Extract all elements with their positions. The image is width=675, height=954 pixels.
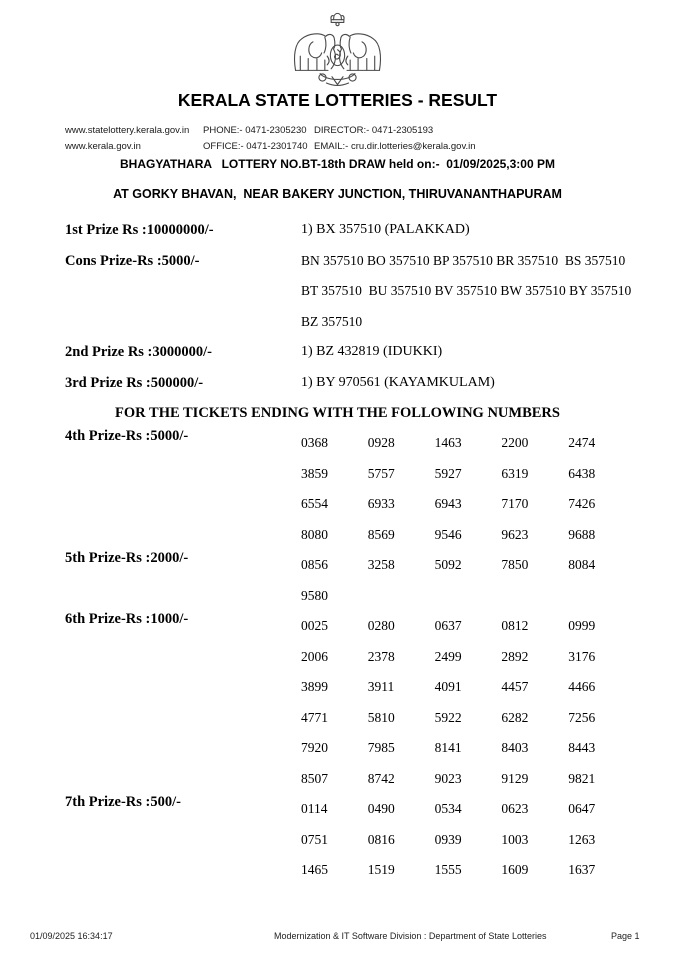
cons-winners-line: BN 357510 BO 357510 BP 357510 BR 357510 BS 357510 (301, 252, 626, 268)
ending-number: 0751 (301, 831, 328, 847)
ending-number: 1263 (568, 831, 596, 847)
cons-prize-row (0, 246, 675, 338)
page-title: KERALA STATE LOTTERIES - RESULT (177, 90, 498, 110)
ending-number: 6319 (501, 465, 529, 481)
ending-number: 3176 (568, 648, 596, 664)
ending-number: 5757 (367, 465, 395, 481)
prize-label: 5th Prize-Rs :2000/- (65, 550, 189, 566)
ending-number: 9580 (301, 587, 328, 603)
ending-number: 7985 (367, 740, 395, 755)
ending-number: 6933 (367, 496, 395, 511)
print-timestamp: 01/09/2025 16:34:17 (30, 931, 113, 941)
draw-title: BHAGYATHARA LOTTERY NO.BT-18th DRAW held on:- 01/09/2025,3:00 PM (120, 157, 555, 171)
ending-number: 9821 (568, 770, 596, 786)
ending-number: 4091 (434, 679, 462, 694)
ending-number: 5922 (434, 709, 462, 725)
ending-number: 2378 (367, 648, 395, 664)
page-number: Page 1 (611, 931, 640, 941)
ending-number: 0368 (301, 435, 328, 450)
email-address: EMAIL:- cru.dir.lotteries@kerala.gov.in (314, 140, 476, 152)
winning-numbers-grid (301, 794, 635, 886)
ending-number: 9129 (501, 770, 529, 786)
prize-label: 6th Prize-Rs :1000/- (65, 611, 189, 627)
ending-number: 1609 (501, 862, 529, 877)
ending-number: 7920 (301, 740, 328, 755)
ending-number: 7850 (501, 557, 529, 572)
second-prize-row (0, 337, 675, 368)
ending-number: 0280 (367, 618, 395, 633)
venue-line: AT GORKY BHAVAN, NEAR BAKERY JUNCTION, THIRUVANANTHAPURAM (113, 187, 562, 201)
prize-label: 3rd Prize Rs :500000/- (65, 374, 204, 391)
ending-number: 9023 (434, 770, 462, 786)
winning-numbers-grid (301, 428, 635, 550)
fourth-prize-row (0, 428, 675, 550)
prize-label: 4th Prize-Rs :5000/- (65, 428, 189, 444)
ending-number: 9623 (501, 526, 529, 542)
ending-number: 1555 (434, 862, 462, 877)
ending-number: 2892 (501, 648, 529, 664)
ending-number: 8443 (568, 740, 596, 755)
ending-number: 3911 (367, 679, 395, 694)
ending-number: 6438 (568, 465, 596, 481)
cons-winners-line: BT 357510 BU 357510 BV 357510 BW 357510 BY 357510 (301, 283, 632, 298)
footer-division-text: Modernization & IT Software Division : Department of State Lotteries (274, 931, 547, 941)
ending-number: 0623 (501, 801, 529, 816)
ending-number: 8403 (501, 740, 529, 755)
ending-number: 8084 (568, 557, 596, 572)
cons-prize-winners (301, 246, 631, 338)
ending-number: 6282 (501, 709, 529, 725)
ending-number: 2006 (301, 648, 328, 664)
director-number: DIRECTOR:- 0471-2305193 (314, 125, 434, 136)
prize-winner: 1) BY 970561 (KAYAMKULAM) (301, 374, 495, 390)
ending-number: 0490 (367, 801, 395, 816)
website-kerala: www.kerala.gov.in (65, 140, 141, 152)
ending-number: 1465 (301, 862, 328, 877)
ending-number: 0637 (434, 618, 462, 633)
ending-number: 0812 (501, 618, 529, 633)
website-statelottery: www.statelottery.kerala.gov.in (65, 125, 190, 136)
sixth-prize-row (0, 611, 675, 794)
ending-number: 2499 (434, 648, 462, 664)
ending-number: 6554 (301, 496, 328, 511)
ending-number: 0999 (568, 618, 596, 633)
ending-number: 0647 (568, 801, 596, 816)
ending-number: 1463 (434, 435, 462, 450)
ending-number: 5927 (434, 465, 462, 481)
ending-number: 9546 (434, 526, 462, 542)
winning-numbers-grid (301, 611, 635, 794)
seventh-prize-row (0, 794, 675, 886)
ending-number: 0856 (301, 557, 328, 572)
contact-info (0, 123, 675, 154)
cons-winners-line: BZ 357510 (301, 313, 363, 329)
ending-number: 1637 (568, 862, 596, 877)
ending-number: 8080 (301, 526, 328, 542)
ending-number: 7170 (501, 496, 529, 511)
main-prizes (0, 215, 675, 398)
ending-number: 8569 (367, 526, 395, 542)
ending-number: 0114 (301, 801, 328, 816)
phone-number: PHONE:- 0471-2305230 (203, 125, 307, 136)
ending-number: 4457 (501, 679, 529, 694)
prize-label: 1st Prize Rs :10000000/- (65, 222, 214, 238)
ending-number: 3258 (367, 557, 395, 572)
ending-numbers-heading: FOR THE TICKETS ENDING WITH THE FOLLOWING NUMBERS (115, 405, 560, 421)
ending-number: 2474 (568, 435, 596, 450)
page-footer (0, 931, 675, 945)
ending-number: 0025 (301, 618, 328, 633)
ending-number: 1003 (501, 831, 529, 847)
ending-number: 8141 (434, 740, 462, 755)
ending-number: 2200 (501, 435, 529, 450)
prize-winner: 1) BX 357510 (PALAKKAD) (301, 222, 470, 237)
third-prize-row (0, 368, 675, 399)
ending-number: 7426 (568, 496, 596, 511)
ending-number: 8507 (301, 770, 328, 786)
ending-number: 5092 (434, 557, 462, 572)
ending-number: 0816 (367, 831, 395, 847)
prize-label: Cons Prize-Rs :5000/- (65, 252, 200, 269)
ending-number: 4466 (568, 679, 596, 694)
ending-number: 7256 (568, 709, 596, 725)
ending-number: 4771 (301, 709, 328, 725)
first-prize-row (0, 215, 675, 246)
ending-number: 1519 (367, 862, 395, 877)
office-number: OFFICE:- 0471-2301740 (203, 140, 308, 152)
ending-number: 9688 (568, 526, 596, 542)
ending-number: 3899 (301, 679, 328, 694)
ending-number: 8742 (367, 770, 395, 786)
kerala-government-emblem-icon (0, 10, 675, 88)
ending-number: 3859 (301, 465, 328, 481)
prize-label: 2nd Prize Rs :3000000/- (65, 344, 212, 360)
winning-numbers-grid (301, 550, 635, 611)
ending-number: 5810 (367, 709, 395, 725)
ending-number: 0534 (434, 801, 462, 816)
fifth-prize-row (0, 550, 675, 611)
ending-number: 0939 (434, 831, 462, 847)
prize-label: 7th Prize-Rs :500/- (65, 794, 181, 810)
ending-number: 6943 (434, 496, 462, 511)
prize-winner: 1) BZ 432819 (IDUKKI) (301, 344, 443, 359)
ending-number: 0928 (367, 435, 395, 450)
